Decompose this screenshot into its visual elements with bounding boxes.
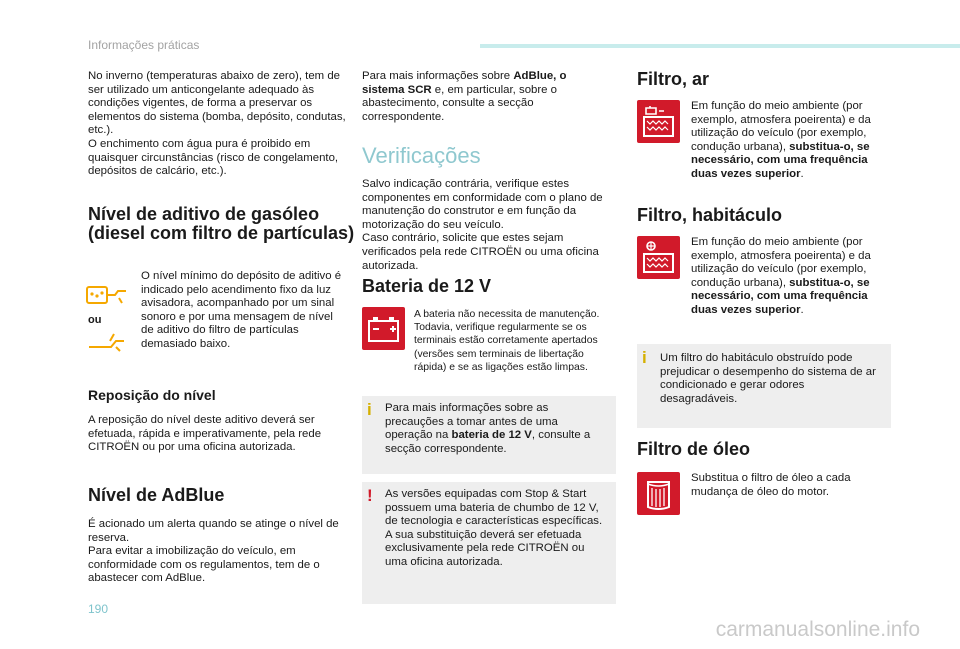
info-icon: i bbox=[642, 348, 647, 367]
air-filter-heading: Filtro, ar bbox=[637, 69, 710, 89]
header-rule bbox=[480, 44, 960, 48]
info-bold: bateria de 12 V bbox=[451, 429, 532, 442]
checks-paragraph: Caso contrário, solicite que estes sejam verificados pela rede CITROËN ou uma oficina autorizada. bbox=[362, 232, 599, 272]
cabin-filter-bold: substitua-o, se necessário, com uma frequência duas vezes superior bbox=[691, 276, 870, 316]
cabin-filter-icon bbox=[637, 236, 680, 279]
diesel-additive-heading: Nível de aditivo de gasóleo (diesel com filtro de partículas) bbox=[88, 204, 355, 243]
battery-icon bbox=[362, 307, 405, 350]
diesel-additive-text: O nível mínimo do depósito de aditivo é indicado pelo acendimento fixo da luz avisadora, acompanhado por um sinal sonoro e por uma mensagem de nível de aditivo do filtro de partículas demasiado baixo. bbox=[141, 270, 342, 350]
air-filter-icon bbox=[637, 100, 680, 143]
footer-watermark: carmanualsonline.info bbox=[715, 618, 920, 641]
info-icon: i bbox=[367, 400, 372, 419]
cabin-filter-post: . bbox=[800, 303, 804, 316]
running-header: Informações práticas bbox=[88, 38, 200, 52]
warning-paragraph: As versões equipadas com Stop & Start possuem uma bateria de chumbo de 12 V, de tecnologia e características específicas. bbox=[385, 488, 603, 528]
diesel-additive-warning-lamp-icon bbox=[86, 284, 128, 308]
adblue-more-post: e, em particular, sobre o abastecimento, consulte a secção correspondente. bbox=[362, 83, 557, 123]
reposition-heading: Reposição do nível bbox=[88, 387, 216, 403]
adblue-more-pre: Para mais informações sobre bbox=[362, 70, 514, 82]
oil-filter-icon bbox=[637, 472, 680, 515]
cabin-note-text: Um filtro do habitáculo obstruído pode prejudicar o desempenho do sistema de ar condicionado e gerar odores desagradáveis. bbox=[660, 352, 876, 405]
page-number: 190 bbox=[88, 602, 109, 616]
oil-filter-text: Substitua o filtro de óleo a cada mudança de óleo do motor. bbox=[691, 472, 851, 498]
cabin-filter-text bbox=[691, 236, 891, 318]
adblue-paragraph: É acionado um alerta quando se atinge o nível de reserva. bbox=[88, 518, 339, 544]
oil-filter-heading: Filtro de óleo bbox=[637, 439, 751, 459]
adblue-paragraph: Para evitar a imobilização do veículo, em conformidade com os regulamentos, tem de o abastecer com AdBlue. bbox=[88, 545, 320, 585]
air-filter-bold: substitua-o, se necessário, com uma frequência duas vezes superior bbox=[691, 140, 870, 180]
intro-paragraph: O enchimento com água pura é proibido em quaisquer circunstâncias (risco de congelamento, depósitos de calcário, etc.). bbox=[88, 137, 339, 178]
info-post: , consulte a secção correspondente. bbox=[385, 429, 591, 455]
checks-paragraph: Salvo indicação contrária, verifique estes componentes em conformidade com o plano de manutenção do construtor e em função da motorização do seu veículo. bbox=[362, 178, 603, 231]
cabin-filter-note bbox=[637, 344, 891, 428]
reposition-text: A reposição do nível deste aditivo deverá ser efetuada, rápida e imperativamente, pela rede CITROËN ou por uma oficina autorizada. bbox=[88, 414, 322, 454]
battery-text: A bateria não necessita de manutenção. Todavia, verifique regularmente se os terminais estão corretamente apertados (versões sem terminais de libertação rápida) e se as ligações estão limpas. bbox=[414, 309, 600, 373]
cabin-filter-pre: Em função do meio ambiente (por exemplo, atmosfera poeirenta) e da utilização do veículo (por exemplo, condução urbana), bbox=[691, 236, 871, 289]
adblue-text bbox=[88, 518, 346, 586]
diesel-additive-level-icon bbox=[86, 330, 128, 354]
adblue-more-bold: AdBlue, o sistema SCR bbox=[362, 70, 567, 96]
battery-info-note bbox=[362, 396, 616, 474]
battery-warning-note bbox=[362, 482, 616, 604]
air-filter-text bbox=[691, 100, 891, 182]
info-pre: Para mais informações sobre as precauções a tomar antes de uma operação na bbox=[385, 402, 558, 442]
cabin-filter-heading: Filtro, habitáculo bbox=[637, 205, 783, 225]
or-label: ou bbox=[88, 314, 102, 326]
checks-text bbox=[362, 178, 617, 273]
battery-info-text bbox=[385, 402, 607, 456]
air-filter-post: . bbox=[800, 167, 804, 180]
adblue-heading: Nível de AdBlue bbox=[88, 485, 225, 505]
intro-text bbox=[88, 70, 348, 179]
intro-paragraph: No inverno (temperaturas abaixo de zero), tem de ser utilizado um anticongelante adequado às condições vigentes, de forma a preservar os elementos do sistema (bomba, depósito, condutas, etc.). bbox=[88, 70, 346, 137]
checks-heading: Verificações bbox=[362, 143, 481, 168]
battery-heading: Bateria de 12 V bbox=[362, 276, 492, 296]
battery-warning-text bbox=[385, 488, 607, 570]
air-filter-pre: Em função do meio ambiente (por exemplo, atmosfera poeirenta) e da utilização do veículo (por exemplo, condução urbana), bbox=[691, 100, 871, 153]
adblue-more-info bbox=[362, 70, 580, 124]
warning-icon: ! bbox=[367, 486, 373, 505]
warning-paragraph: A sua substituição deverá ser efetuada exclusivamente pela rede CITROËN ou uma oficina autorizada. bbox=[385, 528, 585, 568]
